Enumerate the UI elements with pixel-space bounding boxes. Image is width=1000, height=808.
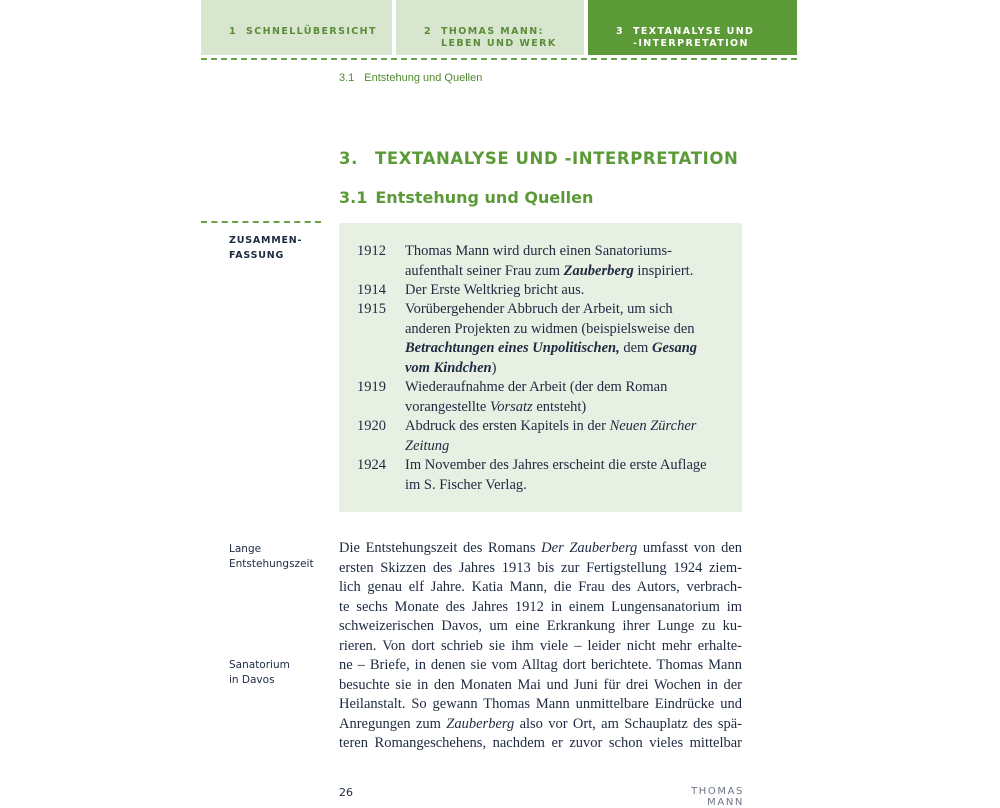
sidenote-line: Entstehungszeit	[229, 558, 314, 570]
timeline-description: Der Erste Weltkrieg bricht aus.	[405, 282, 585, 298]
summary-box	[339, 223, 742, 512]
timeline-description: Vorübergehender Abbruch der Arbeit, um sich anderen Projekten zu widmen (beispielsweise den Betrachtungen eines Unpolitischen, dem Gesang vom Kindchen)	[405, 301, 698, 376]
breadcrumb-number: 3.1	[339, 72, 355, 84]
breadcrumb-text: Entstehung und Quellen	[364, 72, 483, 84]
sidenote-summary	[229, 233, 302, 263]
sidenote-line: Lange	[229, 543, 262, 555]
timeline-year: 1919	[357, 379, 386, 395]
body-line: te sechs Monate des Jahres 1912 in einem Lungensanatorium im	[339, 598, 742, 615]
tab-number: 3	[616, 26, 625, 37]
tab-label	[441, 26, 557, 50]
body-text	[339, 539, 742, 754]
timeline-year: 1912	[357, 243, 386, 259]
body-line: Anregungen zum Zauberberg also vor Ort, am Schauplatz des spä-	[339, 715, 742, 732]
body-line: besuchte sie in den Monaten Mai und Juni für drei Wochen in der	[339, 676, 742, 693]
tab-label-line2: LEBEN UND WERK	[441, 38, 557, 49]
body-line: ersten Skizzen des Jahres 1913 bis zur Fertigstellung 1924 ziem-	[339, 559, 742, 576]
timeline-year: 1920	[357, 418, 386, 434]
sidenote-line: Sanatorium	[229, 659, 290, 671]
body-line: lich genau elf Jahre. Katia Mann, die Frau des Autors, verbrach-	[339, 579, 742, 595]
body-line: rieren. Von dort schrieb sie ihm viele – leider nicht mehr erhalte-	[339, 637, 742, 654]
chapter-title-text: TEXTANALYSE UND -INTERPRETATION	[375, 149, 739, 168]
sidenote-line: in Davos	[229, 674, 275, 686]
sidenote-line: ZUSAMMEN-	[229, 235, 303, 246]
timeline-description: Abdruck des ersten Kapitels in der Neuen Zürcher Zeitung	[405, 418, 697, 454]
tab-label-line1: THOMAS MANN:	[441, 26, 544, 37]
tab-label-line1: TEXTANALYSE UND	[633, 26, 755, 37]
timeline-description: Thomas Mann wird durch einen Sanatoriums- aufenthalt seiner Frau zum Zauberberg inspiriert.	[405, 243, 694, 279]
tab-label: SCHNELLÜBERSICHT	[246, 26, 377, 37]
breadcrumb[interactable]	[339, 72, 482, 84]
section-title	[339, 188, 593, 207]
tab-textanalyse-und-interpretation[interactable]	[588, 0, 797, 55]
body-line: schweizerischen Davos, um eine Erkrankung ihrer Lunge zu ku-	[339, 618, 742, 634]
timeline-year: 1924	[357, 457, 386, 473]
sidenote-long-entstehungszeit	[229, 542, 314, 572]
tab-number: 2	[424, 26, 433, 37]
chapter-number: 3.	[339, 149, 358, 168]
sidebar-divider	[201, 221, 321, 223]
tab-number: 1	[229, 26, 238, 37]
timeline-year: 1915	[357, 301, 386, 317]
body-line: teren Romangeschehens, nachdem er zuvor schon vieles mittelbar	[339, 735, 742, 751]
running-head: THOMAS MANN	[691, 786, 744, 808]
page-number: 26	[339, 786, 353, 799]
section-number: 3.1	[339, 188, 368, 207]
section-title-text: Entstehung und Quellen	[375, 188, 594, 207]
tab-label	[633, 26, 754, 50]
chapter-title	[339, 149, 738, 168]
tab-label-line2: -INTERPRETATION	[633, 38, 749, 49]
tab-schnelluebersicht[interactable]	[201, 0, 392, 55]
timeline-description: Wiederaufnahme der Arbeit (der dem Roman vorangestellte Vorsatz entsteht)	[405, 379, 668, 415]
body-line: Die Entstehungszeit des Romans Der Zauberberg umfasst von den	[339, 540, 743, 556]
header-divider	[201, 58, 797, 60]
sidenote-sanatorium-davos	[229, 658, 290, 688]
timeline-year: 1914	[357, 282, 386, 298]
body-line: ne – Briefe, in denen sie vom Alltag dort berichtete. Thomas Mann	[339, 657, 742, 673]
sidenote-line: FASSUNG	[229, 250, 285, 261]
timeline-description: Im November des Jahres erscheint die erste Auflage im S. Fischer Verlag.	[405, 457, 707, 493]
body-line: Heilanstalt. So gewann Thomas Mann unmittelbare Eindrücke und	[339, 696, 742, 712]
tab-thomas-mann-leben-und-werk[interactable]	[396, 0, 584, 55]
